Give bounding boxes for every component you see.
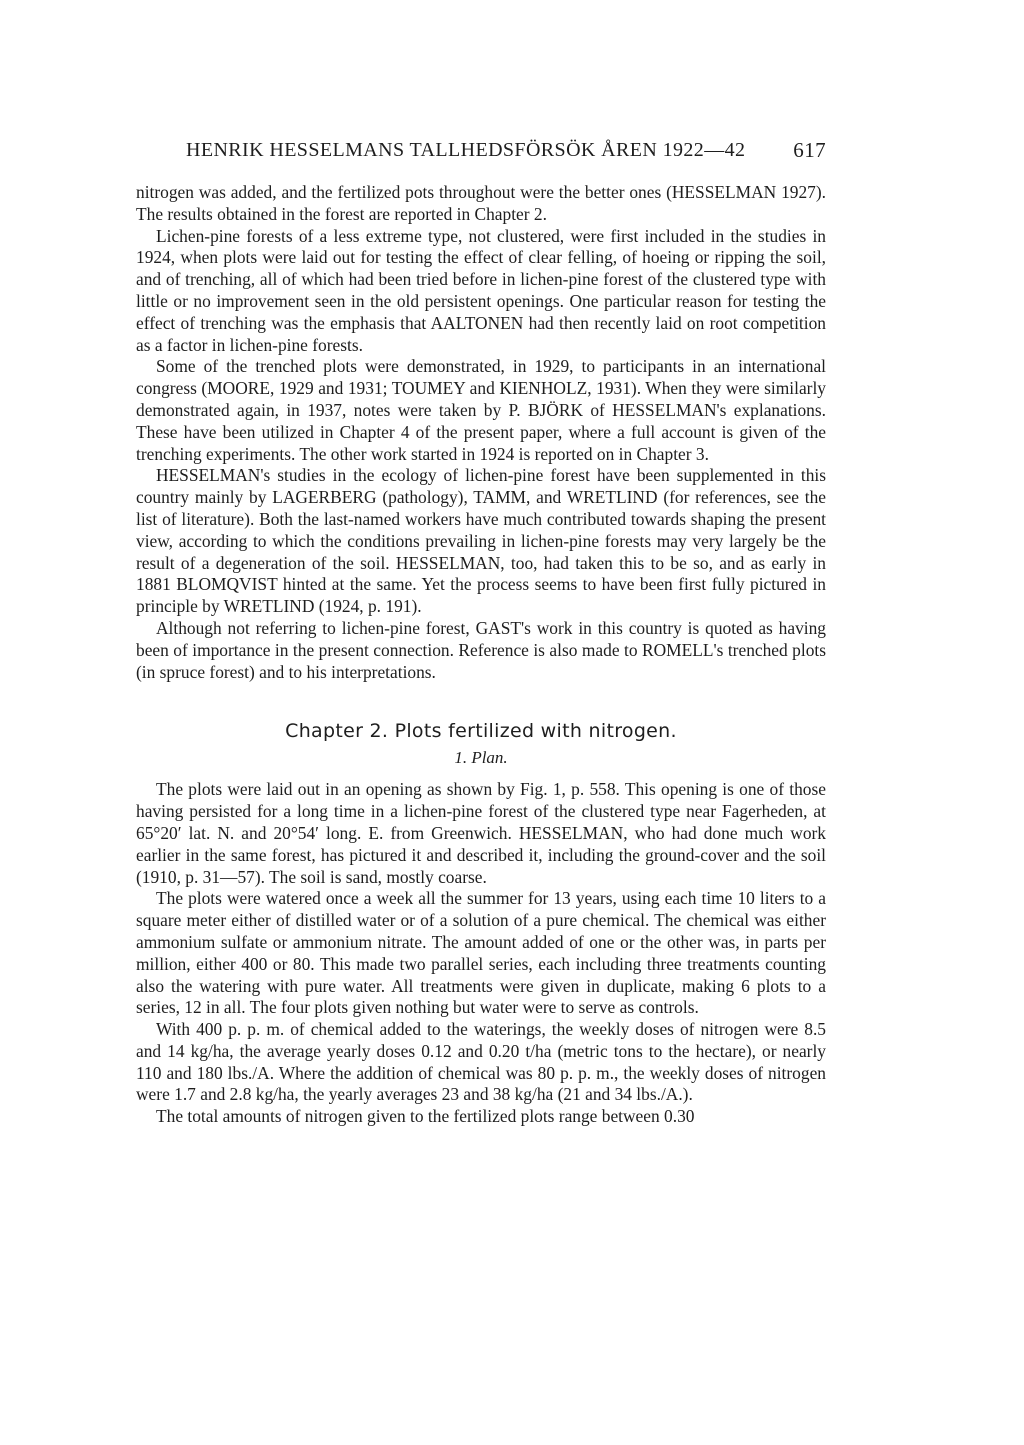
page [136,136,826,1128]
paragraph: The plots were laid out in an opening as shown by Fig. 1, p. 558. This opening is one of those having persisted for a long time in a lichen-pine forest of the clustered type near Fagerheden, at 65°20′ lat. N. and 20°54′ long. E. from Greenwich. HESSELMAN, who had done much work earlier in the same forest, has pictured it and described it, including the ground-cover and the soil (1910, p. 31—57). The soil is sand, mostly coarse. [136,779,826,887]
body-text-chapter [136,779,826,1128]
paragraph: Lichen-pine forests of a less extreme type, not clustered, were first included in the studies in 1924, when plots were laid out for testing the effect of clear felling, of hoeing or ripping the soil, and of trenching, all of which had been tried before in lichen-pine forest of the clustered type with little or no improvement seen in the old persistent openings. One particular reason for testing the effect of trenching was the emphasis that AALTONEN had then recently laid on root competition as a factor in lichen-pine forests. [136,225,826,355]
page-number: 617 [793,138,826,162]
paragraph: With 400 p. p. m. of chemical added to the waterings, the weekly doses of nitrogen were 8.5 and 14 kg/ha, the average yearly doses 0.12 and 0.20 t/ha (metric tons to the hectare), or nearly 110 and 180 lbs./A. Where the addition of chemical was 80 p. p. m., the weekly doses of nitrogen were 1.7 and 2.8 kg/ha, the yearly averages 23 and 38 kg/ha (21 and 34 lbs./A.). [136,1019,826,1105]
paragraph: Although not referring to lichen-pine forest, GAST's work in this country is quoted as having been of importance in the present connection. Reference is also made to ROMELL's trenched plots (in spruce forest) and to his interpretations. [136,617,826,682]
paragraph: The total amounts of nitrogen given to the fertilized plots range between 0.30 [156,1106,695,1127]
running-head-title: HENRIK HESSELMANS TALLHEDSFÖRSÖK ÅREN 1922—42 [186,139,746,161]
section-heading: 1. Plan. [454,748,508,768]
paragraph: nitrogen was added, and the fertilized pots throughout were the better ones (HESSELMAN 1927). The results obtained in the forest are reported in Chapter 2. [136,182,826,224]
body-text-intro [136,182,826,683]
paragraph: HESSELMAN's studies in the ecology of lichen-pine forest have been supplemented in this country mainly by LAGERBERG (pathology), TAMM, and WRETLIND (for references, see the list of literature). Both the last-named workers have much contributed towards shaping the present view, according to which the conditions prevailing in lichen-pine forests may very largely be the result of a degeneration of the soil. HESSELMAN, too, had taken this to be so, and as early in 1881 BLOMQVIST hinted at the same. Yet the process seems to have been first fully pictured in principle by WRETLIND (1924, p. 191). [136,465,826,617]
paragraph: Some of the trenched plots were demonstrated, in 1929, to participants in an international congress (MOORE, 1929 and 1931; TOUMEY and KIENHOLZ, 1931). When they were similarly demonstrated again, in 1937, notes were taken by P. BJÖRK of HESSELMAN's explanations. These have been utilized in Chapter 4 of the present paper, where a full account is given of the trenching experiments. The other work started in 1924 is reported on in Chapter 3. [136,356,826,464]
running-head [136,136,826,164]
chapter-heading: Chapter 2. Plots fertilized with nitrogen. [285,720,677,743]
paragraph: The plots were watered once a week all the summer for 13 years, using each time 10 liters to a square meter either of distilled water or of a solution of a pure chemical. The chemical was either ammonium sulfate or ammonium nitrate. The amount added of one or the other was, in parts per million, either 400 or 80. This made two parallel series, each including three treatments counting also the watering with pure water. All treatments were given in duplicate, making 6 plots to a series, 12 in all. The four plots given nothing but water were to serve as controls. [136,888,826,1018]
